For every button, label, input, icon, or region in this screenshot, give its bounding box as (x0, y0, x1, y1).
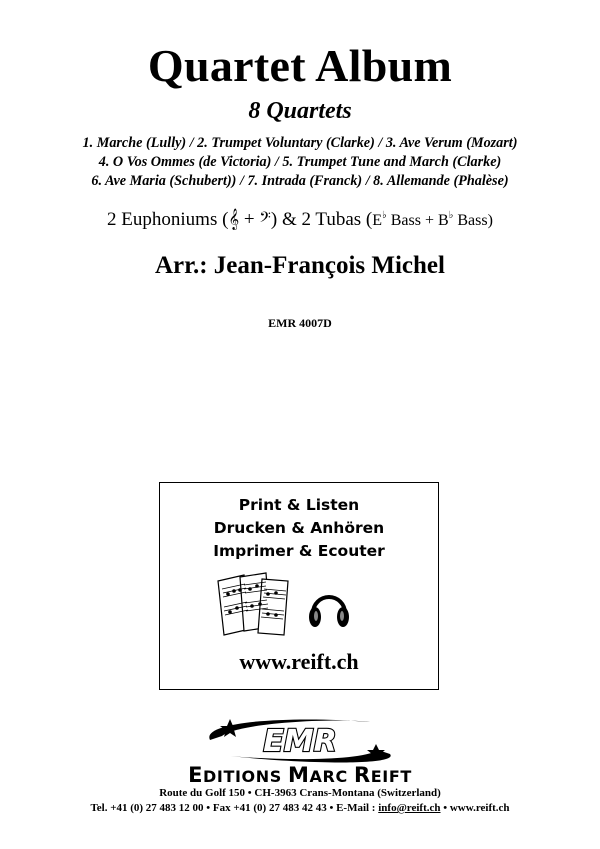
publisher-address: Route du Golf 150 • CH-3963 Crans-Montana (Switzerland) (159, 787, 441, 799)
arranger: Arr.: Jean-François Michel (155, 252, 445, 279)
promo-line-2: Drucken & Anhören (213, 519, 385, 537)
sheet-music-icon (210, 571, 300, 639)
pieces-line-2: 4. O Vos Ommes (de Victoria) / 5. Trumpet Tune and March (Clarke) (98, 154, 502, 170)
treble-clef-icon: 𝄞 (228, 209, 240, 230)
page-title: Quartet Album (147, 40, 453, 91)
promo-line-3: Imprimer & Ecouter (213, 542, 385, 560)
emr-logo (150, 714, 450, 764)
website-link[interactable]: • www.reift.ch (440, 802, 510, 814)
flat-icon: ♭ (448, 210, 454, 221)
promo-line-1: Print & Listen (238, 496, 360, 514)
emr-logo-text: EMR (263, 724, 337, 759)
headphones-icon (306, 585, 352, 631)
publisher-name: EDITIONS MARC REIFT (188, 763, 412, 787)
instrumentation-bbass: Bass) (453, 212, 493, 229)
print-listen-box (159, 482, 439, 690)
contact-phone-fax: Tel. +41 (0) 27 483 12 00 • Fax +41 (0) 27 483 42 43 • E-Mail : (90, 802, 379, 814)
instrumentation-tubas: ) & 2 Tubas ( (270, 209, 373, 230)
bass-clef-icon: 𝄢 (259, 209, 271, 230)
instrumentation-plus: + (239, 209, 260, 230)
pieces-line-3: 6. Ave Maria (Schubert)) / 7. Intrada (Franck) / 8. Allemande (Phalèse) (91, 173, 509, 189)
pieces-line-1: 1. Marche (Lully) / 2. Trumpet Voluntary (Clarke) / 3. Ave Verum (Mozart) (82, 135, 518, 151)
catalog-number: EMR 4007D (268, 316, 332, 330)
instrumentation-ebass: Bass + B (386, 212, 449, 229)
promo-url[interactable]: www.reift.ch (239, 649, 359, 674)
instrumentation (0, 207, 600, 234)
instrumentation-euphoniums: 2 Euphoniums ( (107, 209, 229, 230)
flat-icon: ♭ (382, 210, 387, 221)
subtitle: 8 Quartets (248, 98, 352, 124)
instrumentation-e: E (372, 212, 383, 229)
publisher-contact (0, 801, 600, 815)
email-link[interactable]: info@reift.ch (378, 802, 441, 814)
